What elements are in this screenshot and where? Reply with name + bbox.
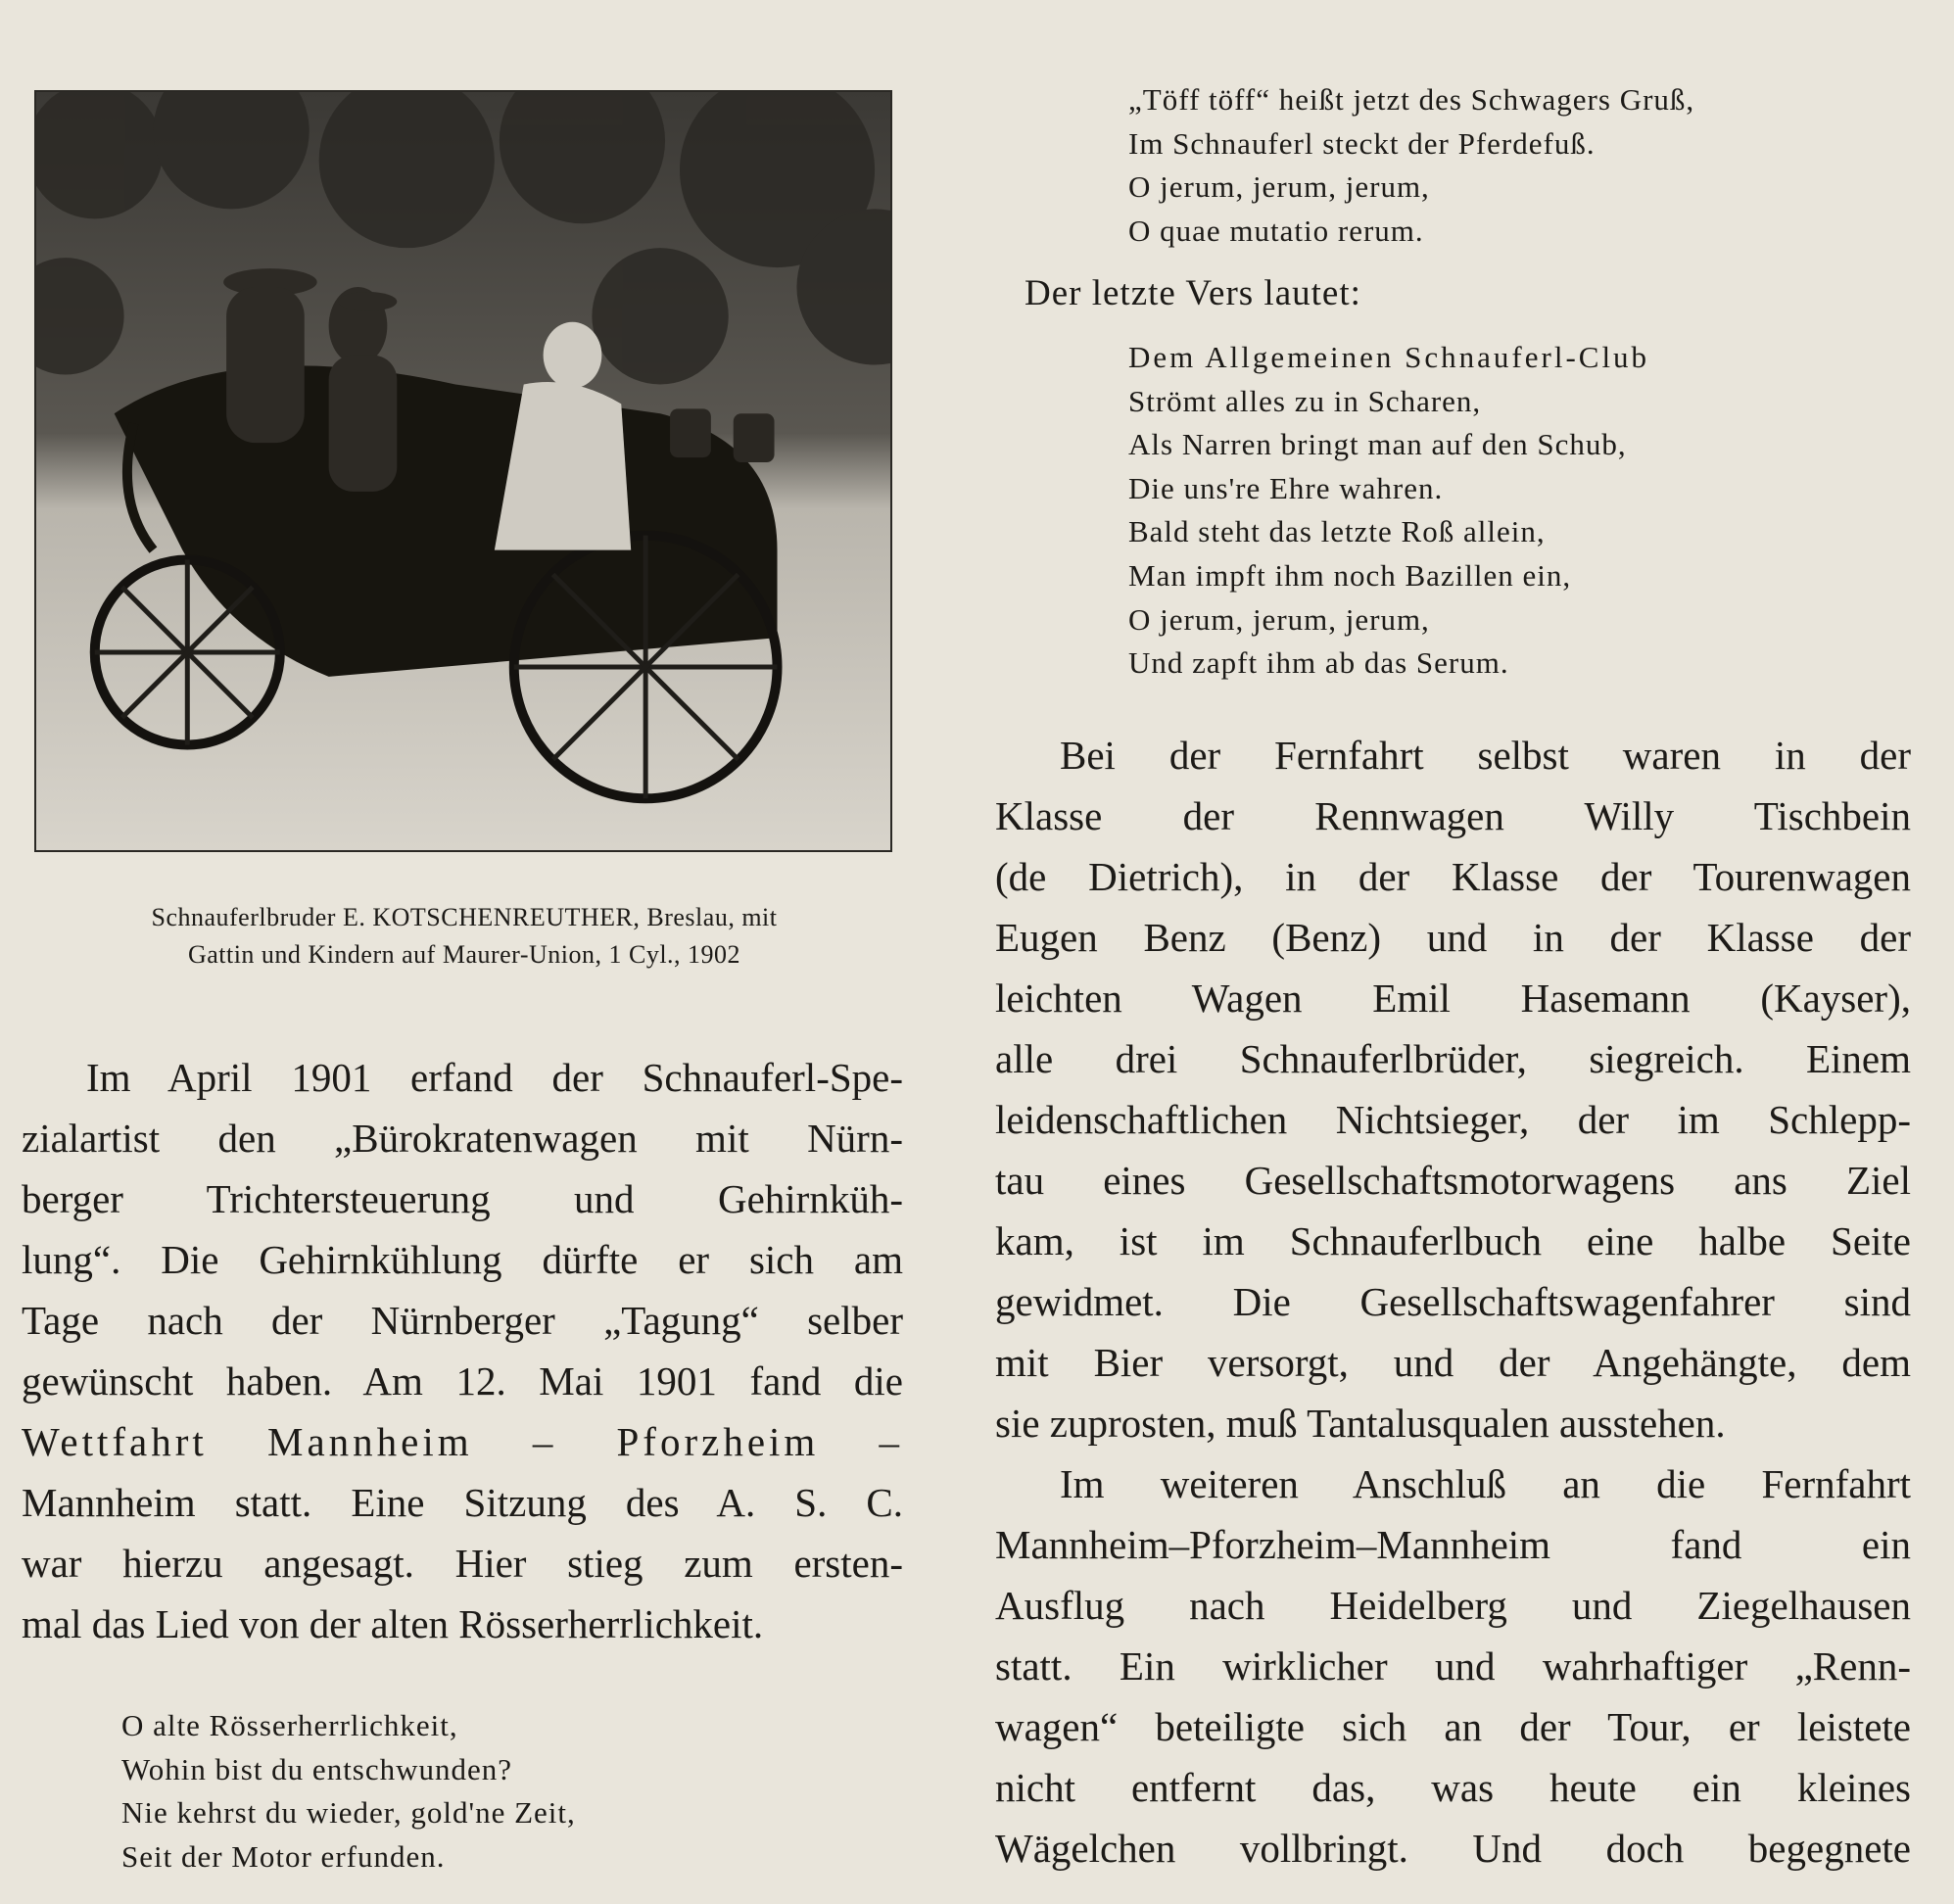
verse-schnauferl-club (1128, 336, 1649, 686)
prose-line: Mannheim statt. Eine Sitzung des A. S. C. (22, 1480, 903, 1525)
photo (34, 90, 892, 852)
verse-line: Nie kehrst du wieder, gold'ne Zeit, (121, 1795, 576, 1831)
prose-line: Eugen Benz (Benz) und in der Klasse der (995, 915, 1911, 960)
verse-line: Man impft ihm noch Bazillen ein, (1128, 557, 1572, 593)
caption-line-2: Gattin und Kindern auf Maurer-Union, 1 Cyl., 1902 (187, 940, 741, 969)
verse-line: Und zapft ihm ab das Serum. (1128, 645, 1509, 681)
prose-line: Im April 1901 erfand der Schnauferl-Spe- (86, 1055, 903, 1100)
lead-line: Der letzte Vers lautet: (1025, 273, 1361, 313)
left-prose (22, 1047, 903, 1654)
prose-line: tau eines Gesellschaftsmotorwagens ans Ziel (995, 1158, 1911, 1203)
prose-line: sie zuprosten, muß Tantalusqualen ausstehen. (995, 1401, 1726, 1446)
prose-line: mal das Lied von der alten Rösserherrlichkeit. (22, 1601, 764, 1646)
verse-line: O alte Rösserherrlichkeit, (121, 1708, 458, 1742)
prose-line: Bei der Fernfahrt selbst waren in der (1060, 733, 1911, 778)
prose-line: berger Trichtersteuerung und Gehirnküh- (22, 1176, 903, 1221)
verse-line: Wohin bist du entschwunden? (121, 1751, 513, 1786)
prose-line: wagen“ beteiligte sich an der Tour, er leistete (995, 1704, 1911, 1749)
caption-line-1: Schnauferlbruder E. KOTSCHENREUTHER, Breslau, mit (151, 903, 778, 931)
prose-line: nicht entfernt das, was heute ein kleines (995, 1765, 1911, 1810)
prose-line: mit Bier versorgt, und der Angehängte, dem (995, 1340, 1911, 1385)
prose-line: alle drei Schnauferlbrüder, siegreich. Einem (995, 1036, 1911, 1081)
verse-line: Im Schnauferl steckt der Pferdefuß. (1128, 125, 1596, 161)
verse-line: O jerum, jerum, jerum, (1128, 601, 1430, 637)
verse-toeff (1128, 78, 1694, 253)
verse-line: Bald steht das letzte Roß allein, (1128, 514, 1546, 549)
prose-line: (de Dietrich), in der Klasse der Tourenwagen (995, 854, 1911, 899)
prose-line: leidenschaftlichen Nichtsieger, der im Schlepp- (995, 1097, 1911, 1142)
prose-line: gewidmet. Die Gesellschaftswagenfahrer sind (995, 1279, 1911, 1324)
prose-line: Ausflug nach Heidelberg und Ziegelhausen (995, 1583, 1911, 1628)
prose-line: war hierzu angesagt. Hier stieg zum ersten- (22, 1541, 903, 1586)
verse-line: Strömt alles zu in Scharen, (1128, 383, 1482, 418)
verse-line: Die uns're Ehre wahren. (1128, 470, 1444, 505)
prose-line: kam, ist im Schnauferlbuch eine halbe Seite (995, 1218, 1911, 1263)
photo-caption (18, 899, 911, 974)
prose-line: zialartist den „Bürokratenwagen mit Nürn- (22, 1116, 903, 1161)
prose-line: Mannheim–Pforzheim–Mannheim fand ein (995, 1522, 1911, 1567)
verse-line: Seit der Motor erfunden. (121, 1838, 446, 1874)
prose-line: statt. Ein wirklicher und wahrhaftiger „Renn- (995, 1643, 1911, 1689)
verse-line: O quae mutatio rerum. (1128, 213, 1424, 248)
prose-line: Tage nach der Nürnberger „Tagung“ selber (22, 1298, 903, 1343)
verse-rösserherrlichkeit (121, 1704, 576, 1879)
verse-line: Dem Allgemeinen Schnauferl-Club (1128, 340, 1650, 374)
verse-line: „Töff töff“ heißt jetzt des Schwagers Gruß, (1128, 82, 1695, 117)
prose-line: Wettfahrt Mannheim – Pforzheim – (22, 1419, 903, 1464)
verse-line: O jerum, jerum, jerum, (1128, 169, 1430, 205)
prose-line: lung“. Die Gehirnkühlung dürfte er sich am (22, 1237, 903, 1282)
verse-line: Als Narren bringt man auf den Schub, (1128, 427, 1627, 462)
prose-line: Im weiteren Anschluß an die Fernfahrt (1060, 1461, 1911, 1506)
prose-line: Klasse der Rennwagen Willy Tischbein (995, 793, 1911, 838)
automobile-photo-icon (36, 92, 890, 850)
prose-line: gewünscht haben. Am 12. Mai 1901 fand die (22, 1358, 903, 1404)
prose-line: Wägelchen vollbringt. Und doch begegnete (995, 1826, 1911, 1871)
prose-line: leichten Wagen Emil Hasemann (Kayser), (995, 976, 1911, 1021)
right-prose (995, 725, 1911, 1879)
